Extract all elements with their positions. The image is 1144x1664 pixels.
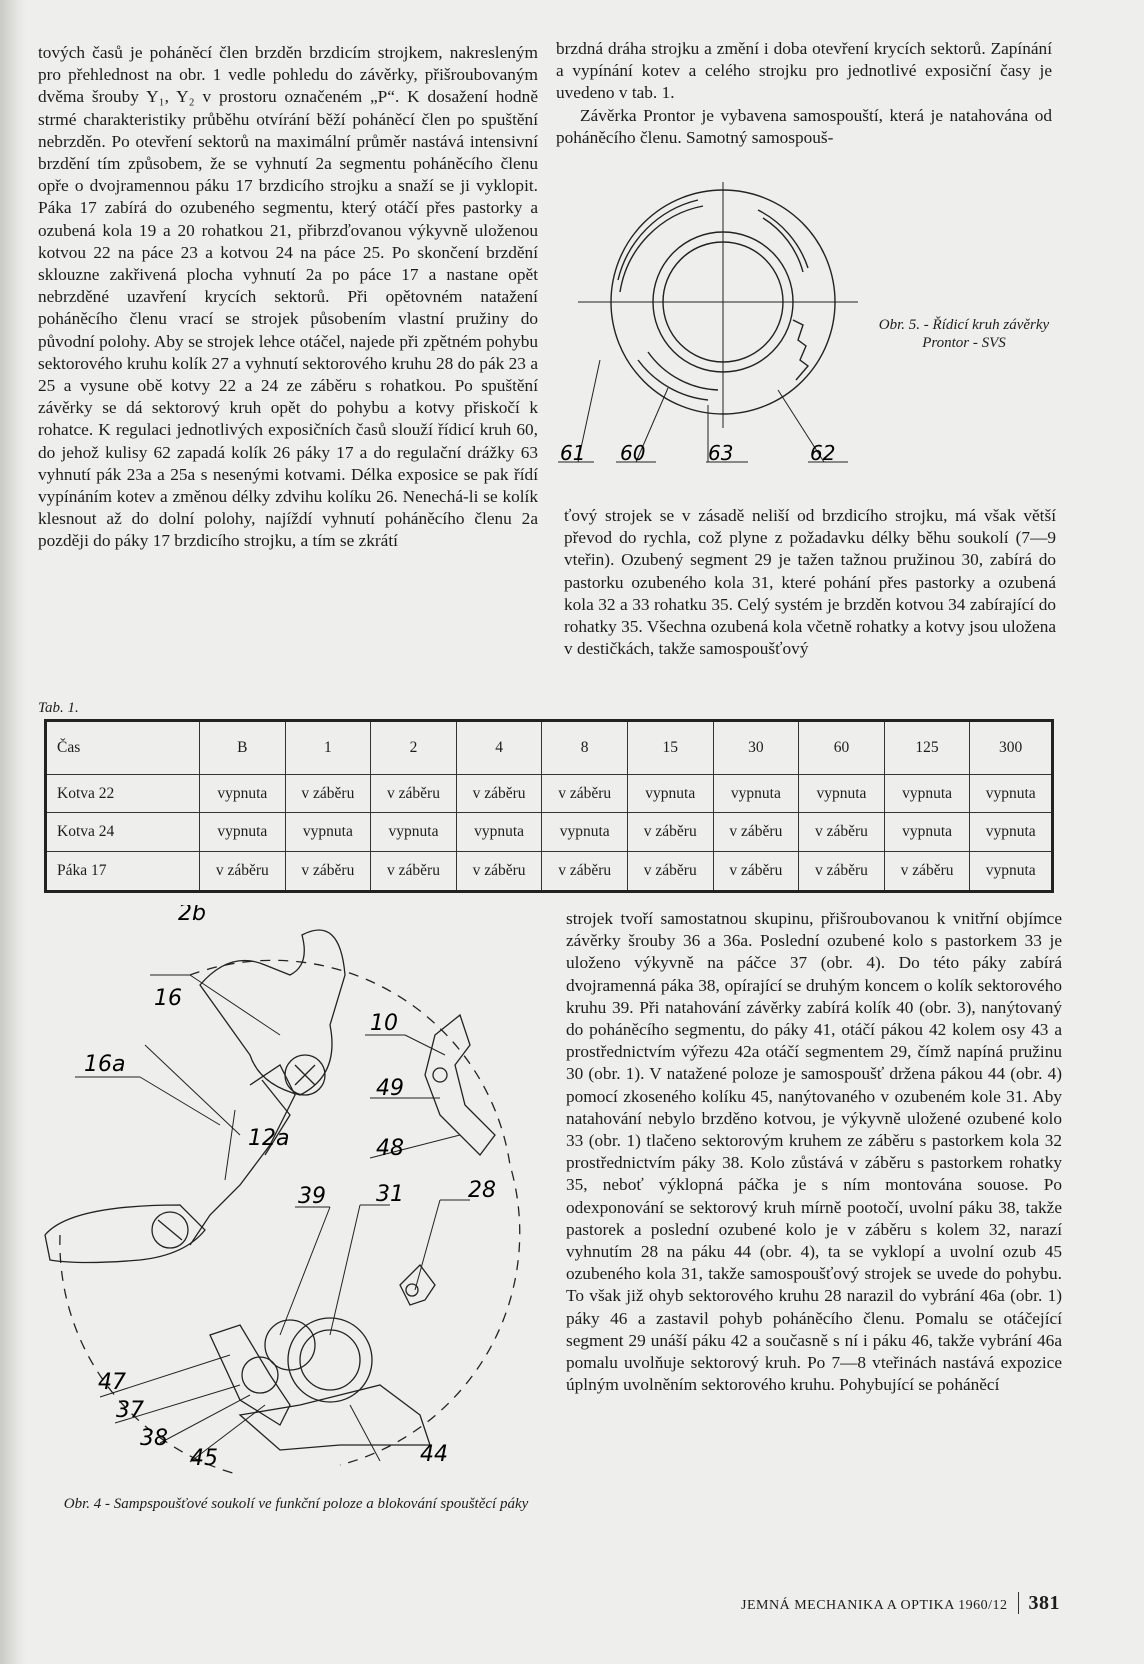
table-header-cell: 4 [456,721,542,775]
table-cell: vypnuta [884,813,970,851]
fig4-label: 47 [98,1370,126,1395]
page-number: 381 [1018,1592,1061,1614]
table-cell: Páka 17 [46,851,200,891]
table-row [46,775,1053,813]
fig4-label: 16a [84,1052,126,1077]
fig4-label: 2b [178,905,206,926]
exposure-table [44,719,1054,893]
table-cell: v záběru [799,813,885,851]
table-cell: v záběru [456,775,542,813]
paragraph: ťový strojek se v zásadě neliší od brzdicího strojku, má však větší převod do rychla, což plyne z požadavku délky běhu soukolí (7—9 vteřin). Ozubený segment 29 je tažen tažnou pružinou 30, zabírá do pastorku ozubeného kola 31, které pohání přes pastorky a ozubená kola 32 a 33 rohatku 35. Celý systém je brzděn kotvou 34 zabírající do rohatky 35. Všechna ozubená kola včetně rohatky a kotvy jsou uložena v destičkách, takže samospoušťový [564,506,1056,659]
table-cell: v záběru [799,851,885,891]
fig4-label: 31 [376,1182,404,1207]
table-cell: vypnuta [884,775,970,813]
table-header-cell: Čas [46,721,200,775]
fig4-label: 28 [468,1178,496,1203]
table-cell: v záběru [371,851,457,891]
table-row [46,851,1053,891]
paragraph: Závěrka Prontor je vybavena samospouští, která je natahována od poháněcího členu. Samotný samospouš- [556,105,1052,147]
table-cell: v záběru [285,851,371,891]
table-header-cell: B [200,721,286,775]
figure-5-control-ring [558,180,878,480]
table-cell: vypnuta [200,813,286,851]
fig4-label: 16 [154,986,182,1011]
fig4-label: 10 [370,1011,398,1036]
table-cell: vypnuta [970,851,1053,891]
fig4-label: 49 [376,1076,404,1101]
fig4-label: 44 [420,1442,448,1467]
table-header-cell: 300 [970,721,1053,775]
table-cell: v záběru [542,775,628,813]
binding-gutter [0,0,26,1664]
table-cell: v záběru [371,775,457,813]
table-header-cell: 30 [713,721,799,775]
table-cell: vypnuta [799,775,885,813]
table-header-row [46,721,1053,775]
table-cell: v záběru [285,775,371,813]
right-column-top [556,38,1052,149]
left-column-text [38,42,538,553]
fig5-label: 61 [560,441,586,465]
table-cell: v záběru [627,851,713,891]
figure-4-self-timer-gears [40,905,540,1490]
table-header-cell: 15 [627,721,713,775]
table-cell: v záběru [713,851,799,891]
fig4-label: 38 [140,1426,168,1451]
table-cell: vypnuta [200,775,286,813]
table-cell: v záběru [542,851,628,891]
table-header-cell: 2 [371,721,457,775]
right-column-bottom [566,908,1062,1396]
paragraph: brzdná dráha strojku a změní i doba otevření krycích sektorů. Zapínání a vypínání kotev a celého strojku pro jednotlivé exposiční časy je uvedeno v tab. 1. [556,39,1052,103]
right-column-middle [564,505,1056,660]
table-header-cell: 1 [285,721,371,775]
table-label: Tab. 1. [38,700,79,716]
table-cell: v záběru [884,851,970,891]
table-header-cell: 8 [542,721,628,775]
fig4-label: 12a [248,1126,290,1151]
table-cell: vypnuta [542,813,628,851]
table-cell: v záběru [627,813,713,851]
table-cell: vypnuta [456,813,542,851]
table-cell: vypnuta [627,775,713,813]
page-footer [620,1592,1060,1615]
table-row [46,813,1053,851]
figure-5-caption: Obr. 5. - Řídicí kruh závěrky Prontor - SVS [878,317,1050,351]
fig4-label: 45 [190,1446,218,1471]
fig5-label: 60 [620,441,646,465]
table-cell: Kotva 24 [46,813,200,851]
paragraph: tových časů je poháněcí člen brzděn brzdicím strojkem, nakresleným pro přehlednost na obr. 1 vedle pohledu do závěrky, přišroubovaným dvěma šrouby Y₁, Y₂ v prostoru označeném „P“. K dosažení hodně strmé charakteristiky průběhu otvírání běží poháněcí člen po spuštění nebrzděn. Po otevření sektorů na maximální průměr nastává intensivní brzdění tím způsobem, že se vyhnutí 2a segmentu poháněcího členu opře o dvojramennou páku 17 brzdicího strojku a snaží se ji vyklopit. Páka 17 zabírá do ozubeného segmentu, který otáčí přes pastorky a ozubená kola 19 a 20 rohatkou 21, přibrzďovanou výkyvně uloženou kotvou 22 na páce 23 a kotvou 24 na páce 25. Po skončení brzdění sklouzne zakřivená plocha vyhnutí 2a po páce 17 a nastane opět nebrzděné uzavření krycích sektorů. Při opětovném natažení poháněcího členu vrací se strojek působením vlastní pružiny do původní polohy. Aby se strojek lehce otáčel, najede při zpětném pohybu sektorového kruhu kolík 27 a vyhnutí sektorového kruhu 28 do pák 23 a 25 a vysune obě kotvy 22 a 24 ze záběru s rohatkou. Po spuštění závěrky se dá sektorový kruh opět do pohybu a kotvy přiskočí k rohatce. K regulaci jednotlivých exposičních časů slouží řídicí kruh 60, do jehož kulisy 62 zapadá kolík 26 páky 17 a do regulační drážky 63 vyhnutí pák 23a a 25a s nesenými kotvami. Délka exposice se pak řídí vypínáním kotev a změnou délky zdvihu kolíku 26. Nenechá-li se kolík klesnout až do dolní polohy, najíždí vyhnutí poháněcího členu 2a později do páky 17 brzdicího strojku, a tím se zkrátí [38,43,538,551]
fig4-label: 48 [376,1136,404,1161]
table-cell: Kotva 22 [46,775,200,813]
table-cell: v záběru [713,813,799,851]
fig5-label: 63 [708,441,734,465]
table-cell: vypnuta [970,775,1053,813]
table-cell: vypnuta [970,813,1053,851]
table-cell: v záběru [200,851,286,891]
table-cell: vypnuta [713,775,799,813]
table-header-cell: 60 [799,721,885,775]
fig5-label: 62 [810,441,836,465]
fig4-label: 37 [116,1398,144,1423]
table-cell: vypnuta [371,813,457,851]
journal-name: JEMNÁ MECHANIKA A OPTIKA 1960/12 [741,1598,1008,1613]
table-header-cell: 125 [884,721,970,775]
figure-4-caption: Obr. 4 - Sampspoušťové soukolí ve funkční poloze a blokování spouštěcí páky [63,1496,529,1512]
fig4-label: 39 [298,1184,326,1209]
table-cell: vypnuta [285,813,371,851]
table-cell: v záběru [456,851,542,891]
paragraph: strojek tvoří samostatnou skupinu, přišroubovanou k vnitřní objímce závěrky šrouby 36 a 36a. Poslední ozubené kolo s pastorkem 33 je uloženo výkyvně na páčce 37 (obr. 4). Do této páky zabírá dvojramenná páka 38, opírající se druhým koncem o kolík sektorového kruhu 39. Při natahování závěrky zabírá kolík 40 (obr. 3), nanýtovaný do poháněcího segmentu, do páky 41, otáčí pákou 42 kolem osy 43 a prostřednictvím výřezu 42a otáčí segmentem 29, čímž napíná pružinu 30 (obr. 1). V natažené poloze je samospoušť držena pákou 44 (obr. 4) pomocí zkoseného kolíku 45, nanýtovaného v ozubeném kole 31. Aby natahování nebylo brzděno kotvou, je výkyvně uložené ozubené kolo 33 (obr. 1) tlačeno sektorovým kruhem ze záběru s pastorkem kola 32 prostřednictvím páky 38. Kolo zůstává v záběru s pastorkem rohatky 35, neboť výklopná páčka je s ním montována souose. Po odexponování se sektorový kruh mírně pootočí, uvolní páku 38, takže pastorek a poslední ozubené kolo je v záběru s kolem 32, narazí vyhnutím 28 na páku 44 (obr. 4), ta se vyklopí a uvolní ozub 45 ozubeného kola 31, takže samospoušťový strojek se uvede do pohybu. To však již ohyb sektorového kruhu 28 narazil do vybrání 46a (obr. 1) páky 46 a zastavil pohyb poháněcího členu. Pomalu se otáčející segment 29 unáší páku 42 a současně s ní i páku 46, takže vybrání 46a pomalu uvolňuje sektorový kruh. Po 7—8 vteřinách nastává expozice úplným uvolněním sektorového kruhu. Pohybující se poháněcí [566,909,1062,1395]
